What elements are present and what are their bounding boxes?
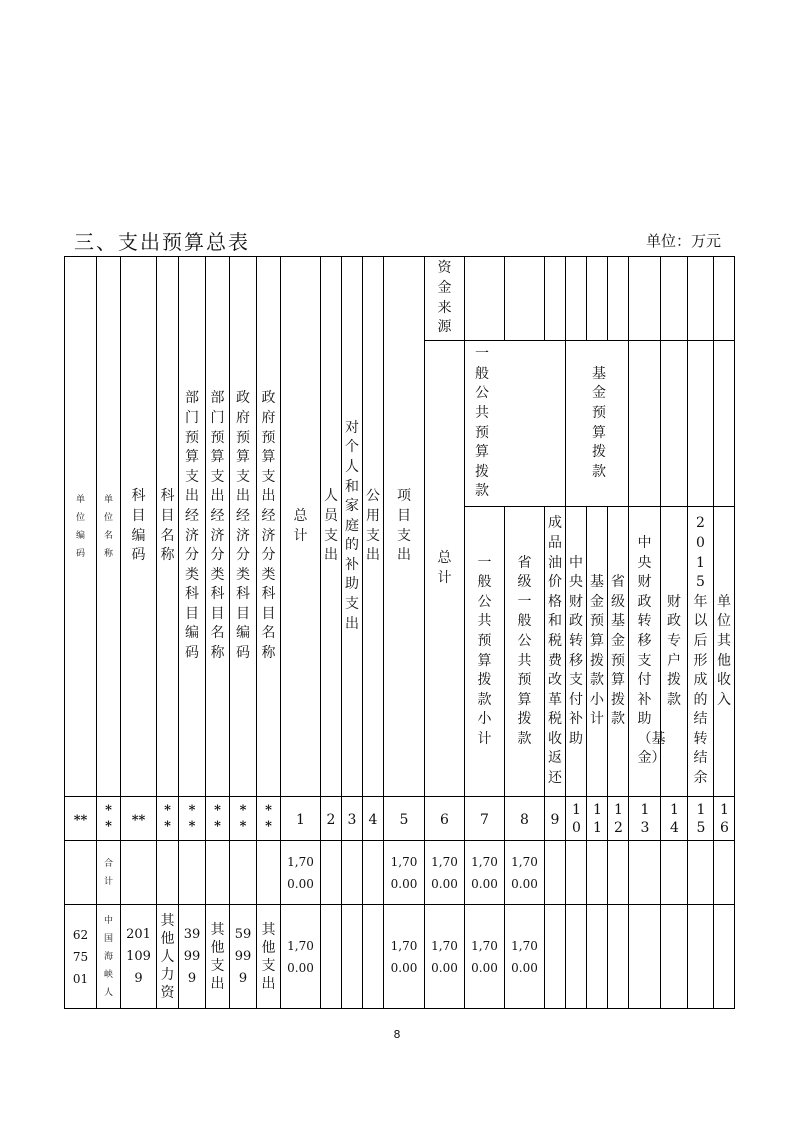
unit-code-cell: 627501 [65, 905, 97, 1009]
header-fund-total: 总计 [425, 341, 465, 797]
header-blank [688, 257, 714, 341]
total-cell [121, 841, 157, 905]
header-personnel: 人员支出 [321, 257, 342, 797]
unit-name-cell: 中国海峡人 [97, 905, 121, 1009]
header-public: 公用支出 [363, 257, 384, 797]
total-cell [179, 841, 206, 905]
header-blank [587, 257, 608, 341]
data-cell [321, 905, 342, 1009]
total-provincial-general-amount: 1,700.00 [505, 841, 545, 905]
total-amount: 1,700.00 [281, 841, 321, 905]
table-row-index [65, 797, 735, 841]
header-provincial-fund: 省级基金预算拨款 [608, 507, 629, 797]
provincial-general-amount: 1,700.00 [505, 905, 545, 1009]
header-blank [545, 257, 566, 341]
index-cell: ** [121, 797, 157, 841]
header-carryover: 2015年以后形成的结转结余 [688, 507, 714, 797]
header-blank [714, 341, 735, 507]
total-label: 合计 [97, 841, 121, 905]
total-cell [342, 841, 363, 905]
header-blank [714, 257, 735, 341]
data-cell [714, 905, 735, 1009]
gov-econ-code-cell: 59999 [230, 905, 257, 1009]
total-cell [629, 841, 661, 905]
total-general-subtotal-amount: 1,700.00 [465, 841, 505, 905]
total-cell [566, 841, 587, 905]
index-number: 6 [425, 797, 465, 841]
header-subject-name: 科目名称 [157, 257, 179, 797]
header-gov-econ-code: 政府预算支出经济分类科目编码 [230, 257, 257, 797]
project-amount: 1,700.00 [384, 905, 425, 1009]
header-blank [608, 257, 629, 341]
header-central-transfer: 中央财政转移支付补助 [566, 507, 587, 797]
data-cell [342, 905, 363, 1009]
total-cell [257, 841, 281, 905]
data-cell [629, 905, 661, 1009]
total-cell [363, 841, 384, 905]
header-fund-source: 资金来源 [425, 257, 465, 341]
index-number: 1 [281, 797, 321, 841]
total-cell [608, 841, 629, 905]
header-blank [505, 257, 545, 341]
data-cell [545, 905, 566, 1009]
index-number: 5 [384, 797, 425, 841]
expenditure-budget-table [64, 256, 735, 1009]
header-blank [661, 341, 688, 507]
data-cell [608, 905, 629, 1009]
subject-name-cell: 其他人力资 [157, 905, 179, 1009]
index-cell: ** [206, 797, 230, 841]
dept-econ-code-cell: 39999 [179, 905, 206, 1009]
index-cell: ** [157, 797, 179, 841]
header-fuel-tax: 成品油价格和税费改革税收返还 [545, 507, 566, 797]
header-total: 总计 [281, 257, 321, 797]
index-number: 11 [587, 797, 608, 841]
total-cell [157, 841, 179, 905]
header-special-account: 财政专户拨款 [661, 507, 688, 797]
header-dept-econ-name: 部门预算支出经济分类科目名称 [206, 257, 230, 797]
data-cell [566, 905, 587, 1009]
total-cell [545, 841, 566, 905]
index-cell: ** [230, 797, 257, 841]
index-cell: ** [257, 797, 281, 841]
index-number: 9 [545, 797, 566, 841]
index-cell: ** [65, 797, 97, 841]
data-cell [661, 905, 688, 1009]
header-blank [661, 257, 688, 341]
data-cell [688, 905, 714, 1009]
index-number: 15 [688, 797, 714, 841]
total-cell [321, 841, 342, 905]
header-other-income: 单位其他收入 [714, 507, 735, 797]
subject-code-cell: 2011099 [121, 905, 157, 1009]
header-subject-code: 科目编码 [121, 257, 157, 797]
header-subsidy: 对个人和家庭的补助支出 [342, 257, 363, 797]
index-number: 14 [661, 797, 688, 841]
total-fund-total-amount: 1,700.00 [425, 841, 465, 905]
page-title: 三、支出预算总表 [74, 230, 250, 254]
index-cell: ** [97, 797, 121, 841]
index-number: 16 [714, 797, 735, 841]
page-number: 8 [393, 1028, 401, 1041]
index-number: 2 [321, 797, 342, 841]
table-row-total [65, 841, 735, 905]
index-number: 3 [342, 797, 363, 841]
header-blank [688, 341, 714, 507]
header-blank [465, 257, 505, 341]
total-cell [714, 841, 735, 905]
total-cell [587, 841, 608, 905]
gov-econ-name-cell: 其他支出 [257, 905, 281, 1009]
header-fund-budget: 基金预算拨款 [566, 341, 629, 507]
total-cell [661, 841, 688, 905]
table-row [65, 905, 735, 1009]
total-amount: 1,700.00 [281, 905, 321, 1009]
index-number: 13 [629, 797, 661, 841]
header-general-public: 一般公共预算拨款 [465, 341, 566, 507]
general-subtotal-amount: 1,700.00 [465, 905, 505, 1009]
total-cell [65, 841, 97, 905]
index-number: 8 [505, 797, 545, 841]
index-number: 4 [363, 797, 384, 841]
dept-econ-name-cell: 其他支出 [206, 905, 230, 1009]
header-unit-name: 单位名称 [97, 257, 121, 797]
data-cell [587, 905, 608, 1009]
total-cell [230, 841, 257, 905]
fund-total-amount: 1,700.00 [425, 905, 465, 1009]
header-gov-econ-name: 政府预算支出经济分类科目名称 [257, 257, 281, 797]
header-fund-subtotal: 基金预算拨款小计 [587, 507, 608, 797]
unit-label: 单位：万元 [646, 232, 722, 250]
index-cell: ** [179, 797, 206, 841]
total-cell [688, 841, 714, 905]
header-provincial-general: 省级一般公共预算拨款 [505, 507, 545, 797]
header-central-fund-transfer: 中央财政转移支付补助（基金） [629, 507, 661, 797]
header-blank [629, 341, 661, 507]
header-blank [566, 257, 587, 341]
index-number: 7 [465, 797, 505, 841]
data-cell [363, 905, 384, 1009]
header-dept-econ-code: 部门预算支出经济分类科目编码 [179, 257, 206, 797]
index-number: 10 [566, 797, 587, 841]
total-cell [206, 841, 230, 905]
index-number: 12 [608, 797, 629, 841]
header-general-subtotal: 一般公共预算拨款小计 [465, 507, 505, 797]
total-project-amount: 1,700.00 [384, 841, 425, 905]
header-blank [629, 257, 661, 341]
header-unit-code: 单位编码 [65, 257, 97, 797]
header-project: 项目支出 [384, 257, 425, 797]
